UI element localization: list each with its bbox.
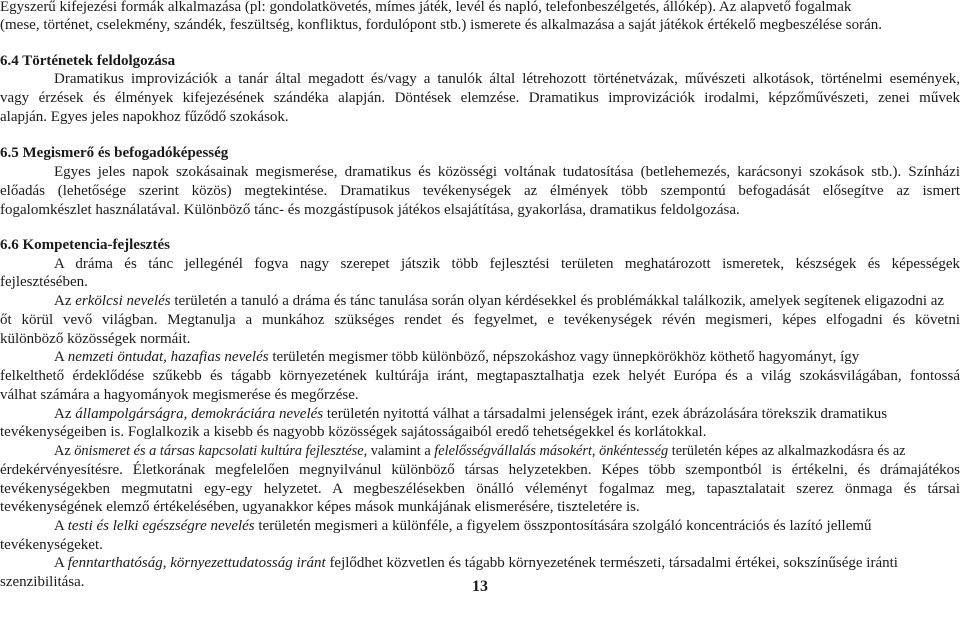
sustainability-paragraph-line-1 xyxy=(54,554,960,572)
intro-line-1: Egyszerű kifejezési formák alkalmazása (pl: gondolatkövetés, mímes játék, levél és napló, telefonbeszélgetés, állókép). Az alapvető fogalmak xyxy=(0,0,852,15)
moral-text: területén a tanuló a dráma és tánc tanulása során olyan kérdésekkel és problémákkal találkozik, amelyek segítenek eligazodni az xyxy=(174,293,945,309)
section-6-6-line-1: A dráma és tánc jellegénél fogva nagy szerepet játszik több fejlesztési területen meghatározott ismeretek, készségek és képességek xyxy=(54,256,960,272)
term-self-knowledge: önismeret és a társas kapcsolati kultúra fejlesztése, xyxy=(74,443,368,459)
term-sustainability: fenntarthatóság, környezettudatosság iránt xyxy=(67,555,326,571)
article: Az xyxy=(54,443,71,459)
term-health-education: testi és lelki egészségre nevelés xyxy=(67,518,255,534)
self-knowledge-paragraph-line-1 xyxy=(54,442,960,460)
section-heading-6-6: 6.6 Kompetencia-fejlesztés xyxy=(0,237,170,253)
self-knowledge-paragraph-line-2: érdekérvényesítésre. Életkorának megfelelően megnyilvánul különböző társas helyzetekben. Képes több szempontból is értékelni, és drámajátékos xyxy=(0,462,960,478)
national-paragraph-line-3: válhat számára a hagyományok megismerése és megőrzése. xyxy=(0,387,359,403)
section-6-4-line-2: vagy érzések és élmények kifejezésének szándéka alapján. Döntések elemzése. Dramatikus improvizációk irodalmi, képzőművészeti, zenei művek xyxy=(0,90,960,106)
page-number: 13 xyxy=(472,578,488,595)
citizenship-text: területén nyitottá válhat a társadalmi jelenségek iránt, ezek ábrázolására törekszik dramatikus xyxy=(326,406,888,422)
section-6-4-line-3: alapján. Egyes jeles napokhoz fűződő szokások. xyxy=(0,109,289,125)
sustainability-paragraph-line-2: szenzibilitása. xyxy=(0,574,85,590)
self-knowledge-paragraph-line-4: tevékenységének elemző értékelésében, ugyanakkor képes mások munkájának elismerésére, tiszteletére is. xyxy=(0,499,640,515)
article: Az xyxy=(54,406,72,422)
section-6-6-line-2: fejlesztésében. xyxy=(0,274,88,290)
article: Az xyxy=(54,293,72,309)
health-paragraph-line-1 xyxy=(54,517,960,535)
citizenship-paragraph-line-2: tevékenységeiben is. Foglalkozik a kisebb és nagyobb közösségek sajátosságaiból eredő tehetségekkel és korlátokkal. xyxy=(0,424,707,440)
moral-paragraph-line-2: őt körül vevő világban. Megtanulja a munkához szükséges rendet és fegyelmet, e tevékenységek révén megismeri, képes elfogadni és követni xyxy=(0,312,960,328)
section-6-5-line-3: fogalomkészlet használatával. Különböző tánc- és mozgástípusok játékos elsajátítása, gyakorlása, dramatikus feldolgozása. xyxy=(0,202,740,218)
section-6-4-line-1: Dramatikus improvizációk a tanár által megadott és/vagy a tanulók által létrehozott történetvázak, művészeti alkotások, történelmi események, xyxy=(54,71,960,87)
term-responsibility: felelősségvállalás másokért, önkéntesség xyxy=(434,443,669,459)
moral-paragraph-line-1 xyxy=(54,292,960,310)
self-knowledge-text: területén képes az alkalmazkodásra és az xyxy=(671,443,906,459)
section-6-5-line-1: Egyes jeles napok szokásainak megismerése, dramatikus és közösségi voltának tudatosítása (betlehemezés, karácsonyi szokások stb.). Színházi xyxy=(54,164,960,180)
article: A xyxy=(54,555,65,571)
self-knowledge-paragraph-line-3: tevékenységekben megmutatni egy-egy helyzetet. A megbeszélésekben önálló véleményt fogalmaz meg, tapasztalatait szerez önmaga és társai xyxy=(0,481,960,497)
term-national-identity: nemzeti öntudat, hazafias nevelés xyxy=(67,349,269,365)
term-moral-education: erkölcsi nevelés xyxy=(75,293,171,309)
article: A xyxy=(54,518,65,534)
term-citizenship: állampolgárságra, demokráciára nevelés xyxy=(75,406,324,422)
section-heading-6-5: 6.5 Megismerő és befogadóképesség xyxy=(0,145,229,161)
health-paragraph-line-2: tevékenységeket. xyxy=(0,537,103,553)
national-text: területén megismer több különböző, népszokáshoz vagy ünnepkörökhöz köthető hagyományt, így xyxy=(272,349,860,365)
sustainability-text: fejlődhet közvetlen és tágabb környezetének természeti, társadalmi értékei, sokszínűsége iránti xyxy=(329,555,898,571)
national-paragraph-line-1 xyxy=(54,348,960,366)
health-text: területén megismeri a különféle, a figyelem összpontosítására szolgáló koncentrációs és lazító jellemű xyxy=(258,518,872,534)
section-6-5-line-2: előadás (lehetősége szerint közös) megtekintése. Dramatikus tevékenységek az élmények több szempontú befogadását elősegítve az ismert xyxy=(0,183,960,199)
section-heading-6-4: 6.4 Történetek feldolgozása xyxy=(0,53,176,69)
intro-line-2: (mese, történet, cselekmény, szándék, feszültség, konfliktus, fordulópont stb.) ismerete és alkalmazása a saját játékok értékelő megbeszélése során. xyxy=(0,17,883,33)
moral-paragraph-line-3: különböző közösségek normáit. xyxy=(0,331,191,347)
self-knowledge-connector: valamint a xyxy=(370,443,431,459)
article: A xyxy=(54,349,65,365)
national-paragraph-line-2: felkelthető érdeklődése szűkebb és tágabb környezetének kultúrája iránt, megtapasztalhatja ezek helyét Európa és a világ szokásvilágában, fontossá xyxy=(0,368,960,384)
citizenship-paragraph-line-1 xyxy=(54,405,960,423)
